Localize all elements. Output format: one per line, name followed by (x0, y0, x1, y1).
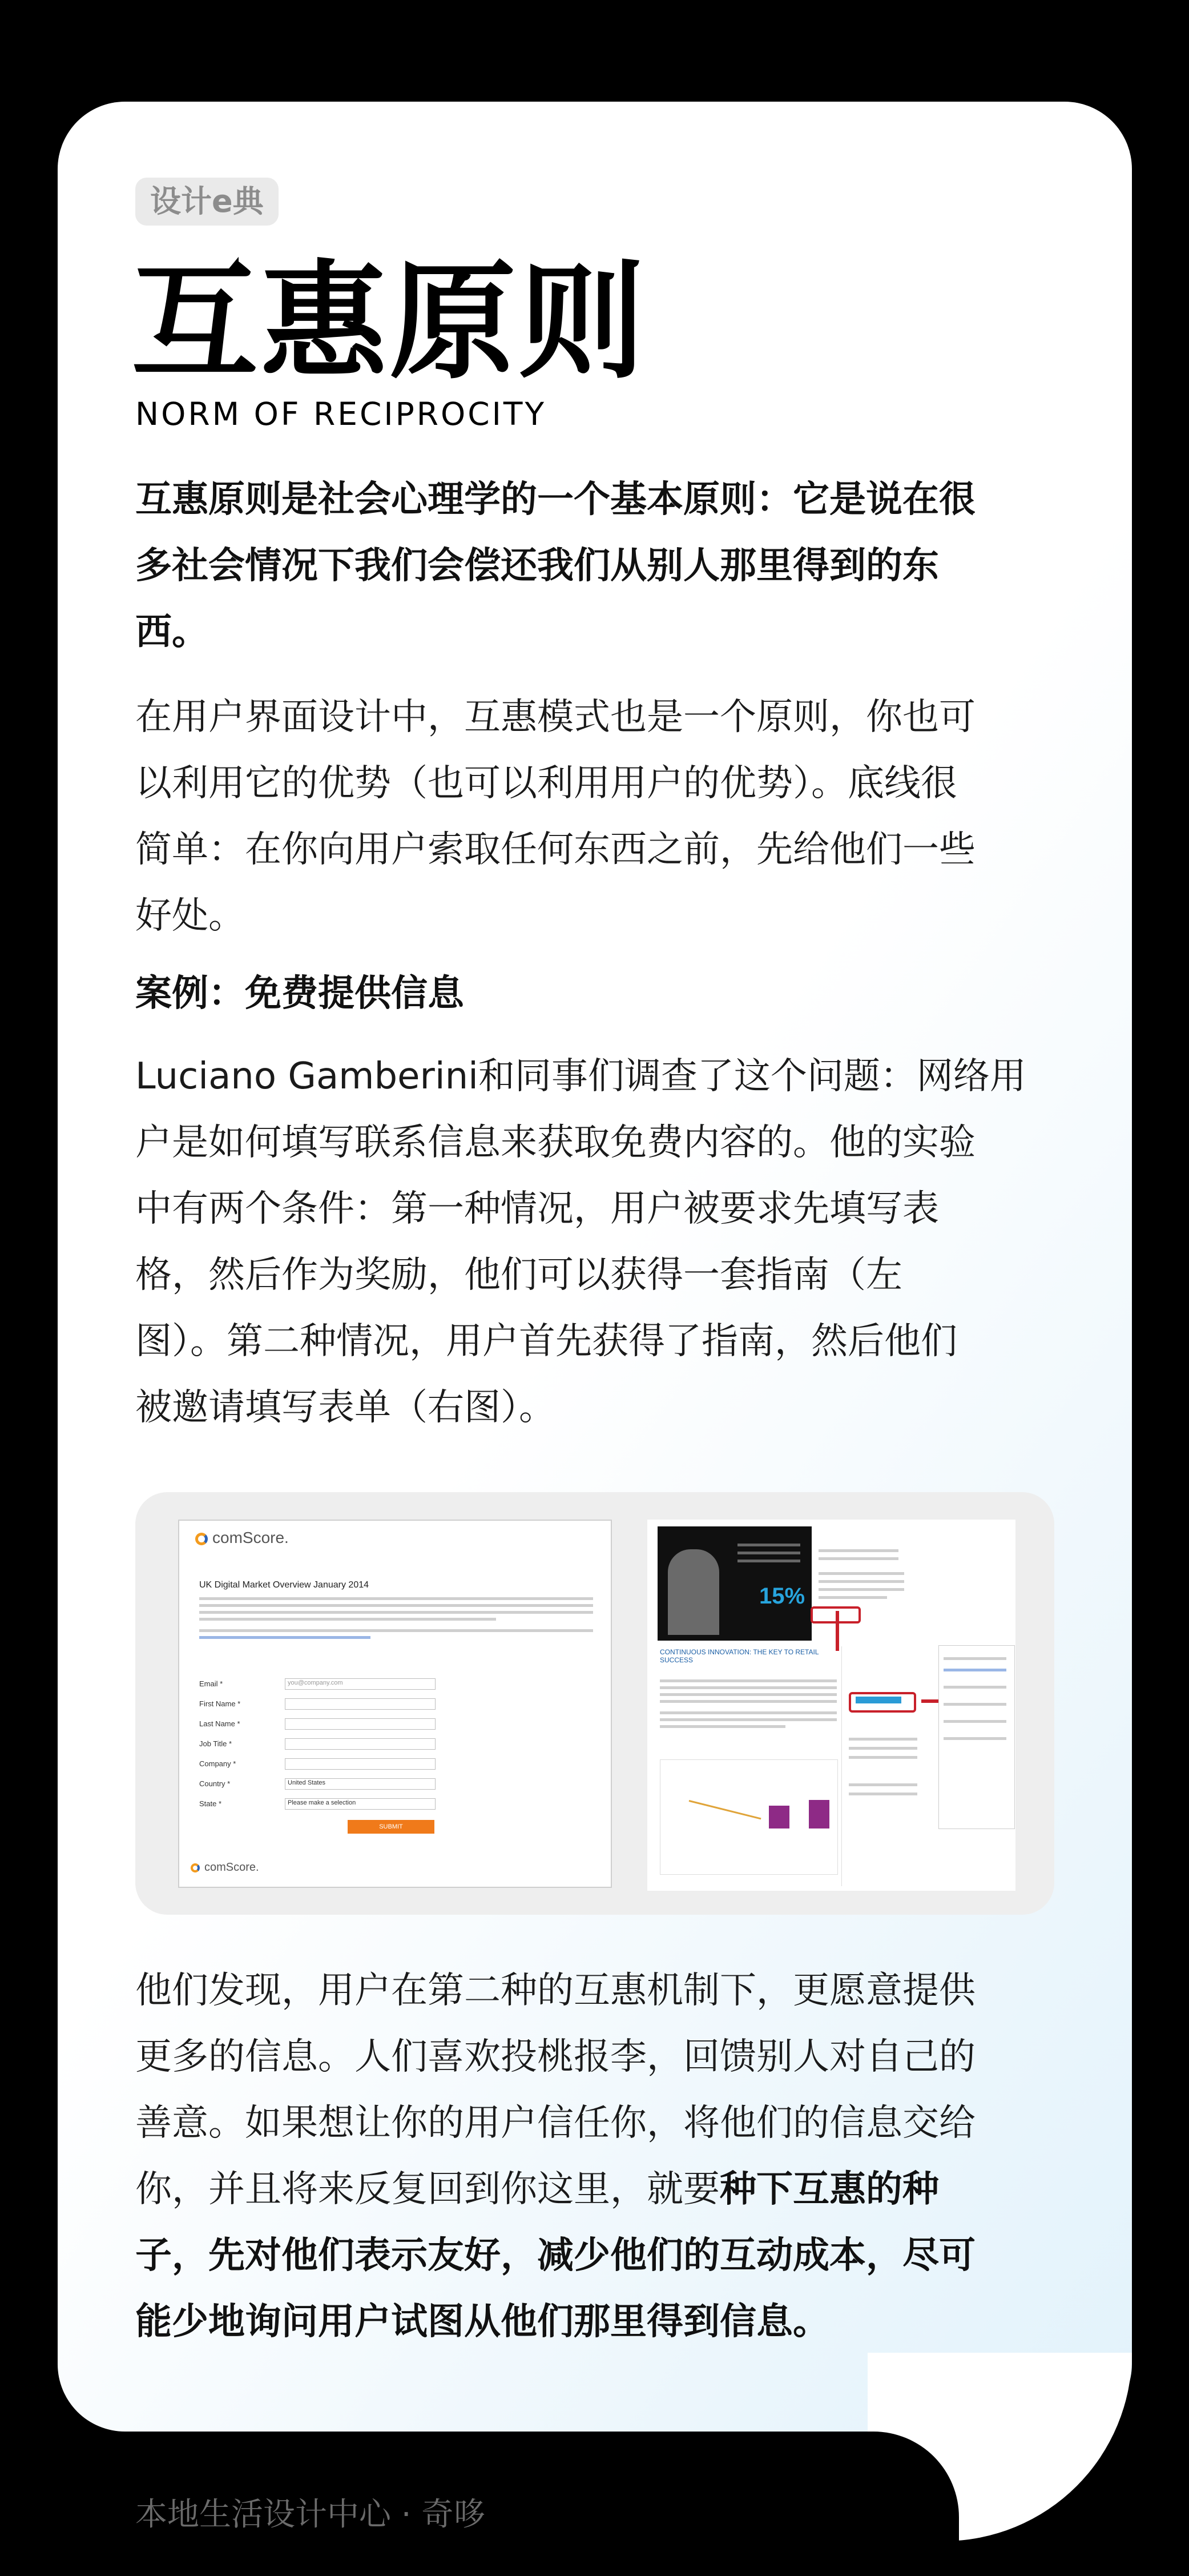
paragraph-line: Luciano Gamberini和同事们调查了这个问题：网络用 (135, 1055, 1026, 1098)
right-screenshot-guide-first (647, 1520, 1015, 1891)
field-label: Email * (199, 1679, 223, 1688)
paragraph-line: 户是如何填写联系信息来获取免费内容的。他的实验 (135, 1122, 976, 1164)
field-label: Company * (199, 1759, 236, 1768)
paragraph-line: 善意。如果想让你的用户信任你，将他们的信息交给 (135, 2102, 976, 2144)
case-heading: 案例：免费提供信息 (135, 972, 464, 1015)
paragraph-line: 格，然后作为奖励，他们可以获得一套指南（左 (135, 1254, 902, 1296)
paragraph-line: 他们发现，用户在第二种的互惠机制下，更愿意提供 (135, 1970, 976, 2012)
last-name-input[interactable] (285, 1718, 436, 1730)
guide-banner (658, 1526, 812, 1641)
paragraph-3 (135, 1958, 1060, 2355)
country-select[interactable]: United States (285, 1778, 436, 1790)
field-label: First Name * (199, 1699, 241, 1708)
left-screenshot-form-first (178, 1520, 612, 1888)
paragraph-line: 被邀请填写表单（右图）。 (135, 1387, 555, 1429)
page-subtitle: NORM OF RECIPROCITY (135, 396, 547, 432)
page-title: 互惠原则 (131, 249, 647, 396)
emphasis-text: 能少地询问用户试图从他们那里得到信息。 (135, 2301, 829, 2343)
paragraph-2 (135, 1043, 1060, 1441)
paragraph-line: 在用户界面设计中，互惠模式也是一个原则，你也可 (135, 696, 976, 738)
lead-line: 互惠原则是社会心理学的一个基本原则：它是说在很 (135, 479, 976, 521)
field-label: Last Name * (199, 1719, 240, 1728)
submit-button[interactable]: SUBMIT (348, 1820, 434, 1834)
emphasis-text: 种下互惠的种 (720, 2168, 939, 2211)
paragraph-line: 更多的信息。人们喜欢投桃报李，回馈别人对自己的 (135, 2036, 976, 2078)
email-input[interactable]: you@company.com (285, 1678, 436, 1690)
article-title: CONTINUOUS INNOVATION: THE KEY TO RETAIL SUCCESS (660, 1648, 819, 1664)
state-select[interactable]: Please make a selection (285, 1798, 436, 1810)
form-heading: UK Digital Market Overview January 2014 (199, 1580, 369, 1590)
company-input[interactable] (285, 1758, 436, 1770)
paragraph-line: 简单：在你向用户索取任何东西之前，先给他们一些 (135, 829, 976, 871)
paragraph-1 (135, 684, 1060, 949)
first-name-input[interactable] (285, 1698, 436, 1710)
percent-stat: 15% (759, 1584, 805, 1609)
lead-line: 多社会情况下我们会偿还我们从别人那里得到的东 (135, 545, 939, 587)
brand-badge: 设计e典 (135, 178, 279, 226)
job-title-input[interactable] (285, 1738, 436, 1750)
footer-credit: 本地生活设计中心 · 奇哆 (135, 2496, 486, 2533)
comscore-logo: comScore. (195, 1529, 289, 1547)
paragraph-line: 你，并且将来反复回到你这里，就要 (135, 2168, 720, 2211)
comparison-figure (135, 1492, 1054, 1915)
emphasis-text: 子，先对他们表示友好，减少他们的互动成本，尽可 (135, 2235, 976, 2277)
field-label: State * (199, 1799, 222, 1808)
paragraph-line: 图）。第二种情况，用户首先获得了指南，然后他们 (135, 1320, 957, 1363)
lead-line: 西。 (135, 611, 208, 653)
paragraph-line: 好处。 (135, 895, 245, 937)
paragraph-line: 以利用它的优势（也可以利用用户的优势）。底线很 (135, 762, 957, 805)
comscore-footer-logo: comScore. (191, 1861, 259, 1874)
field-label: Country * (199, 1779, 231, 1788)
field-label: Job Title * (199, 1739, 232, 1748)
lead-paragraph (135, 467, 1060, 665)
paragraph-line: 中有两个条件：第一种情况，用户被要求先填写表 (135, 1188, 939, 1230)
